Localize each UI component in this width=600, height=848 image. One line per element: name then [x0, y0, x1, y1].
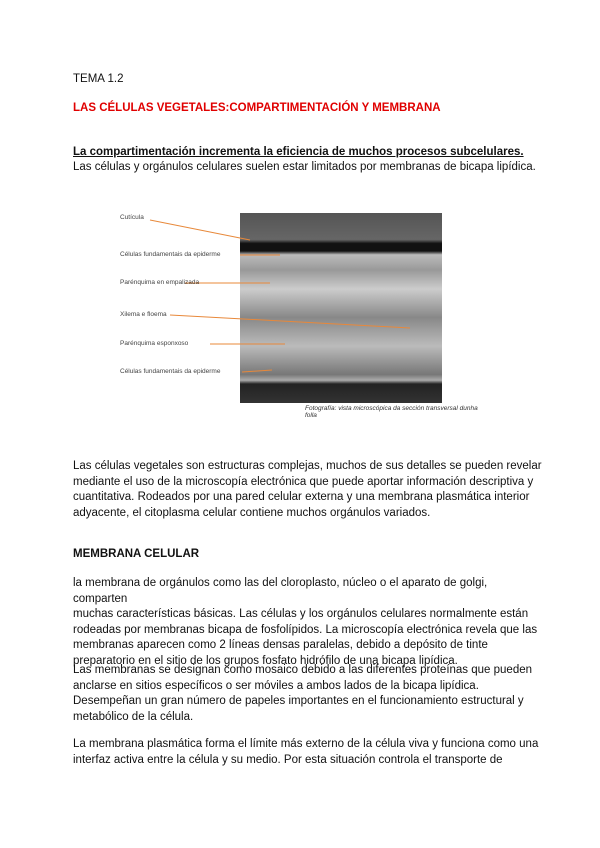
figure-caption: Fotografía: vista microscópica da sección transversal dunha folla — [305, 405, 478, 419]
figure-label: Xilema e floema — [120, 311, 167, 318]
leaf-micrograph-figure — [120, 210, 480, 419]
section-heading: MEMBRANA CELULAR — [73, 548, 200, 560]
paragraph: Las células y orgánulos celulares suelen estar limitados por membranas de bicapa lipídica. — [73, 161, 536, 173]
paragraph: La membrana plasmática forma el límite más externo de la célula viva y funciona como una interfaz activa entre la célula y su medio. Por esta situación controla el transporte de — [73, 738, 539, 766]
paragraph: Las membranas se designan como mosaico debido a las diferentes proteínas que pueden anclarse en sitios específicos o ser móviles a ambos lados de la bicapa lipídica. Desempeñan un gran número de papeles importantes en el funcionamiento estructural y metabólico de la célula. — [73, 664, 533, 723]
figure-label: Cutícula — [120, 214, 144, 221]
figure-label: Parénquima en empalizada — [120, 279, 200, 286]
page-title: LAS CÉLULAS VEGETALES:COMPARTIMENTACIÓN Y MEMBRANA — [73, 102, 441, 114]
figure-label: Parénquima esponxoso — [120, 340, 189, 347]
paragraph: Las células vegetales son estructuras complejas, muchos de sus detalles se pueden revelar mediante el uso de la microscopía electrónica que puede aportar información descriptiva y cuantitativa. Rodeados por una pared celular externa y una membrana plasmática interior adyacente, el citoplasma celular contiene muchos orgánulos variados. — [73, 460, 542, 519]
figure-label: Células fundamentais da epiderme — [120, 251, 221, 258]
label-leader-lines — [120, 210, 480, 415]
section-heading: La compartimentación incrementa la eficiencia de muchos procesos subcelulares. — [73, 146, 524, 158]
paragraph: la membrana de orgánulos como las del cloroplasto, núcleo o el aparato de golgi, comparten muchas características básicas. Las células y los orgánulos celulares normalmente están rodeadas por membranas bicapa de fosfolípidos. La microscopía electrónica revela que las membranas aparecen como 2 líneas densas paralelas, debido a depósito de tinte preparatorio en el sitio de los grupos fosfato hidrófilo de una bicapa lipídica. — [73, 577, 538, 667]
figure-label: Células fundamentais da epiderme — [120, 368, 221, 375]
tema-label: TEMA 1.2 — [73, 73, 124, 85]
